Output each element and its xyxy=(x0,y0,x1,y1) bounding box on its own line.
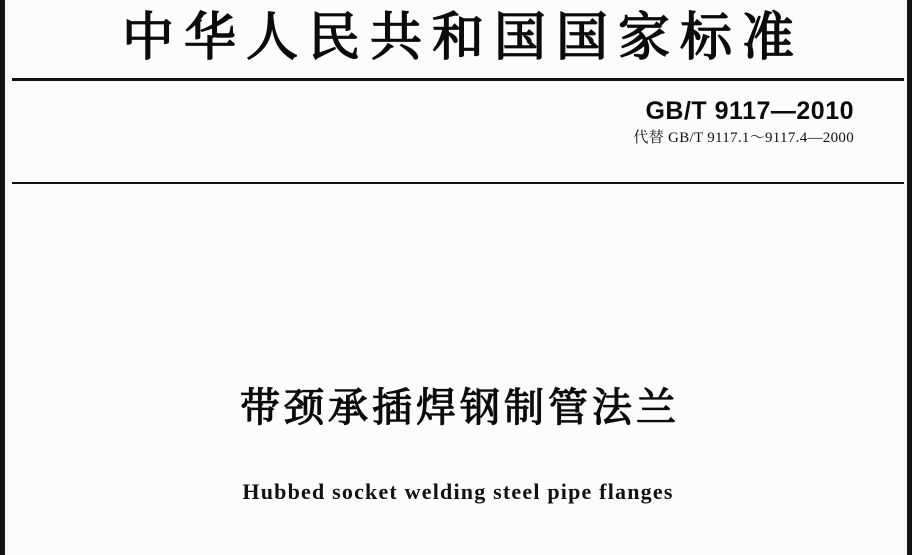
national-standard-heading: 中华人民共和国国家标准 xyxy=(121,10,804,67)
document-title-chinese: 带颈承插焊钢制管法兰 xyxy=(240,386,680,430)
page-right-edge xyxy=(907,0,910,555)
heading-divider-rule xyxy=(12,78,904,81)
number-divider-rule xyxy=(12,182,904,184)
page-left-edge xyxy=(2,0,5,555)
standard-number-block xyxy=(633,96,854,148)
standard-replaces-note: 代替 GB/T 9117.1～9117.4—2000 xyxy=(633,130,854,146)
document-title-english: Hubbed socket welding steel pipe flanges xyxy=(242,479,674,504)
standard-number: GB/T 9117—2010 xyxy=(645,97,854,125)
